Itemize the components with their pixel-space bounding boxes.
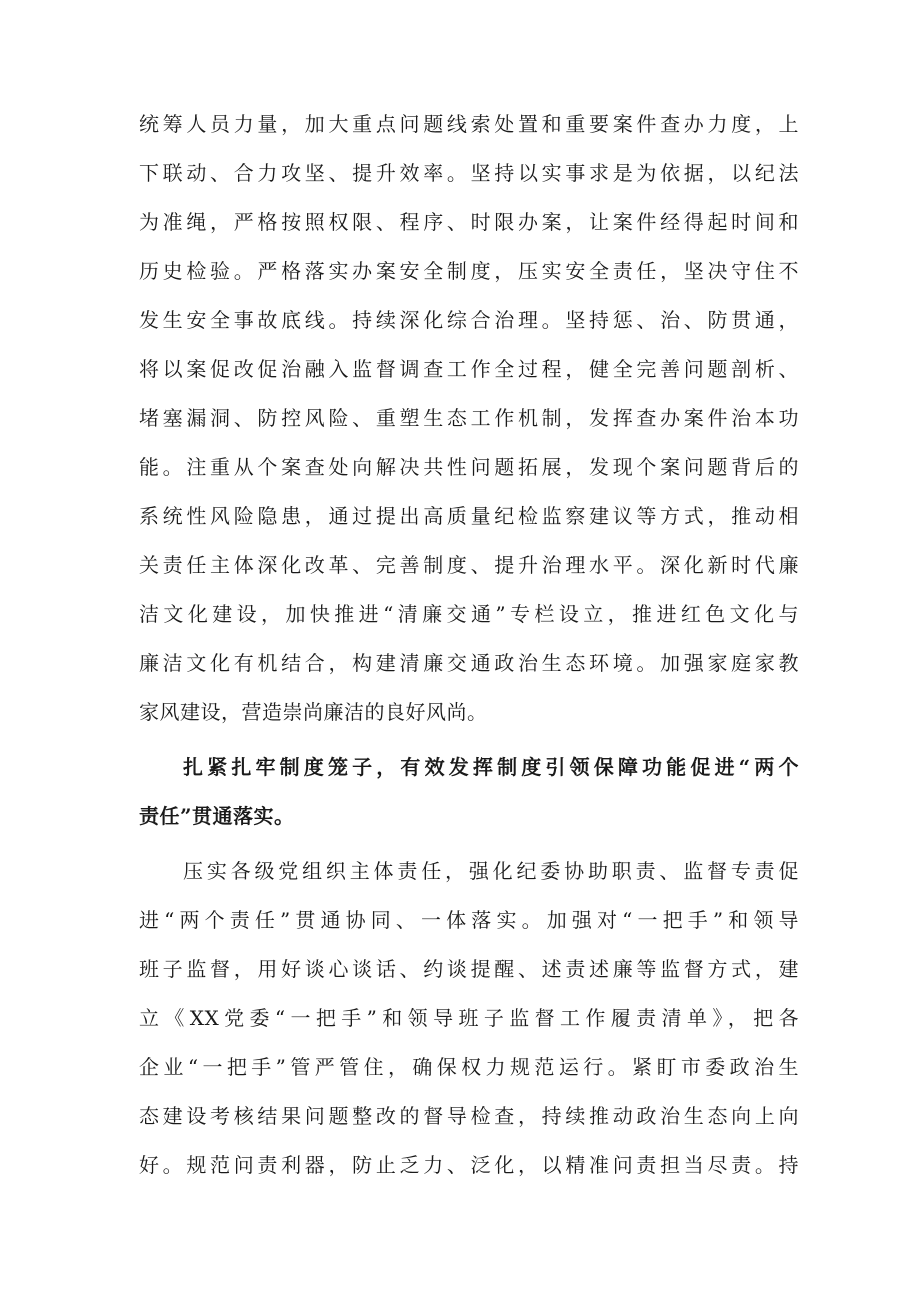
paragraph-line: 历史检验。严格落实办案安全制度，压实安全责任，坚决守住不 (139, 259, 799, 283)
paragraph-line: 压实各级党组织主体责任，强化纪委协助职责、监督专责促 (183, 859, 799, 883)
heading-line: 扎紧扎牢制度笼子，有效发挥制度引领保障功能促进“两个 (183, 755, 799, 779)
paragraph-line: 能。注重从个案查处向解决共性问题拓展，发现个案问题背后的 (139, 455, 799, 479)
heading-line: 责任”贯通落实。 (139, 804, 295, 828)
paragraph-1 (139, 100, 799, 737)
paragraph-line: 为准绳，严格按照权限、程序、时限办案，让案件经得起时间和 (139, 210, 799, 234)
paragraph-line: 态建设考核结果问题整改的督导检查，持续推动政治生态向上向 (139, 1104, 799, 1128)
paragraph-line: 堵塞漏洞、防控风险、重塑生态工作机制，发挥查办案件治本功 (139, 406, 799, 430)
paragraph-line: 下联动、合力攻坚、提升效率。坚持以实事求是为依据，以纪法 (139, 161, 799, 185)
paragraph-line: 立《XX党委“一把手”和领导班子监督工作履责清单》，把各 (139, 1006, 799, 1030)
paragraph-line: 进“两个责任”贯通协同、一体落实。加强对“一把手”和领导 (139, 908, 799, 932)
paragraph-line: 统筹人员力量，加大重点问题线索处置和重要案件查办力度，上 (139, 112, 799, 136)
section-heading (139, 743, 799, 841)
paragraph-line: 企业“一把手”管严管住，确保权力规范运行。紧盯市委政治生 (139, 1055, 799, 1079)
paragraph-line: 将以案促改促治融入监督调查工作全过程，健全完善问题剖析、 (139, 357, 799, 381)
paragraph-line: 发生安全事故底线。持续深化综合治理。坚持惩、治、防贯通， (139, 308, 799, 332)
paragraph-line: 廉洁文化有机结合，构建清廉交通政治生态环境。加强家庭家教 (139, 651, 799, 675)
paragraph-2 (139, 847, 799, 1190)
document-body (139, 100, 799, 1190)
paragraph-line: 系统性风险隐患，通过提出高质量纪检监察建议等方式，推动相 (139, 504, 799, 528)
paragraph-line: 洁文化建设，加快推进“清廉交通”专栏设立，推进红色文化与 (139, 602, 799, 626)
paragraph-line: 关责任主体深化改革、完善制度、提升治理水平。深化新时代廉 (139, 553, 799, 577)
paragraph-line: 家风建设，营造崇尚廉洁的良好风尚。 (139, 700, 488, 724)
paragraph-line: 班子监督，用好谈心谈话、约谈提醒、述责述廉等监督方式，建 (139, 957, 799, 981)
paragraph-line: 好。规范问责利器，防止乏力、泛化，以精准问责担当尽责。持 (139, 1153, 799, 1177)
